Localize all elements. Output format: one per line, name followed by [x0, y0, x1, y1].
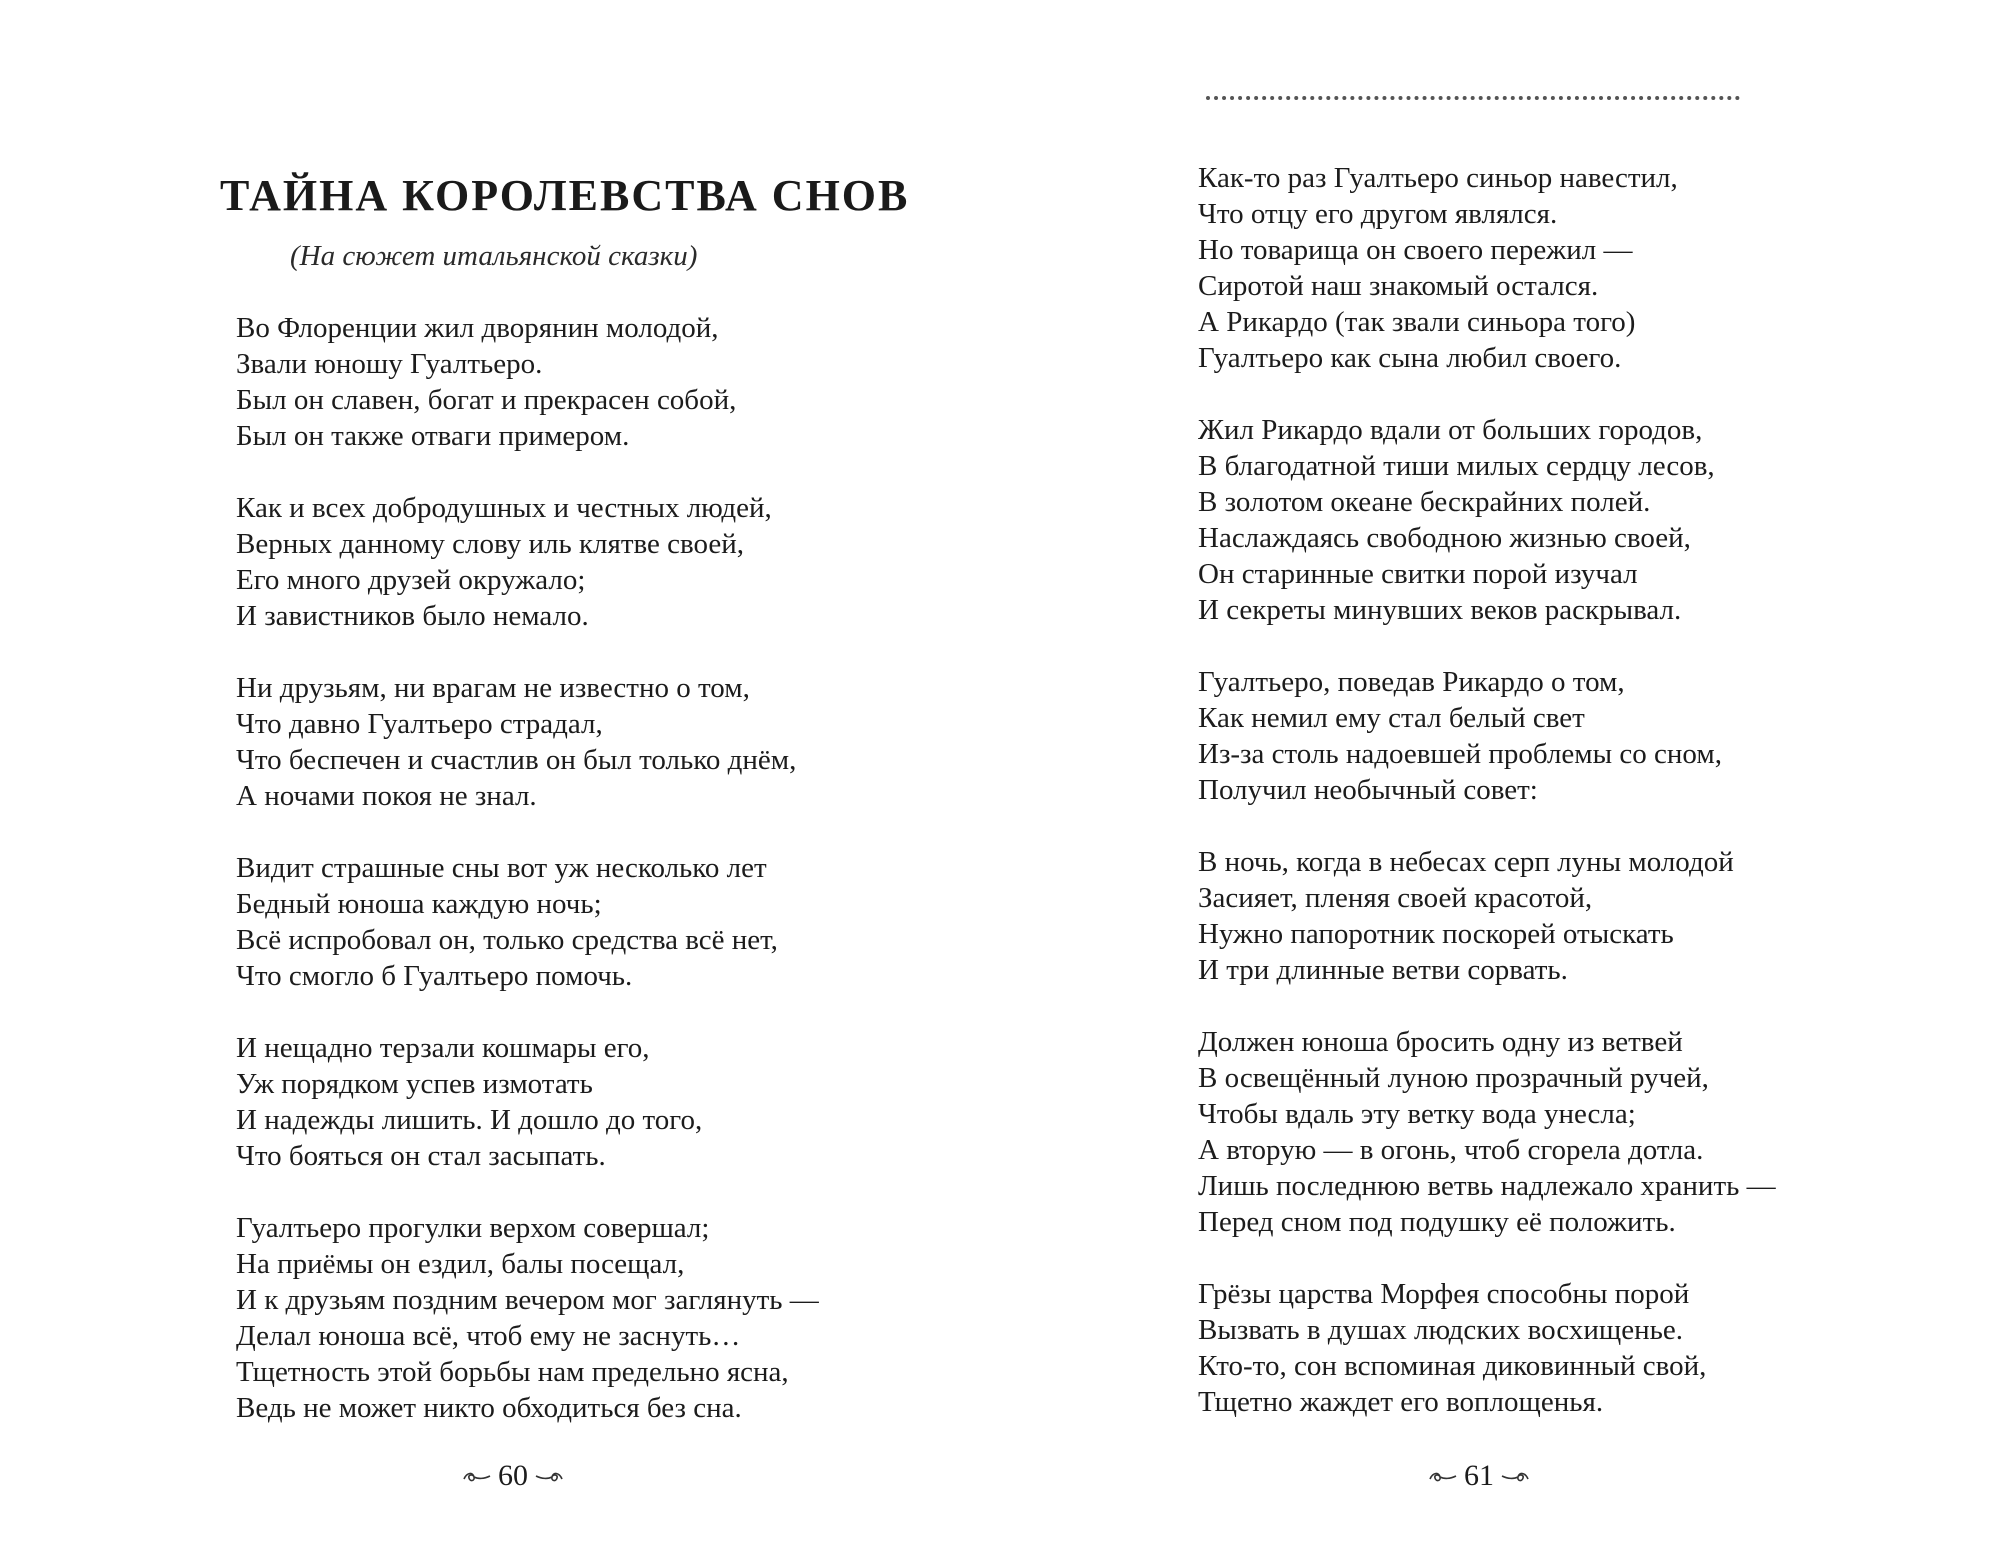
- poem-line: Ни друзьям, ни врагам не известно о том,: [236, 672, 750, 704]
- poem-line: Но товарища он своего пережил —: [1198, 234, 1633, 266]
- poem-line: Уж порядком успев измотать: [236, 1068, 593, 1100]
- poem-line: Он старинные свитки порой изучал: [1198, 558, 1638, 590]
- poem-line: Верных данному слову иль клятве своей,: [236, 528, 745, 560]
- poem-line: Бедный юноша каждую ночь;: [236, 888, 602, 920]
- left-page: [0, 0, 1002, 1566]
- stanza: [236, 1030, 819, 1174]
- poem-line: Как и всех добродушных и честных людей,: [236, 492, 772, 524]
- page-number-text: 61: [1464, 1459, 1494, 1492]
- page-number-left: [462, 1456, 564, 1496]
- poem-line: Гуалтьеро как сына любил своего.: [1198, 342, 1622, 374]
- swirl-ornament-left-icon: [462, 1468, 492, 1484]
- poem-line: Как немил ему стал белый свет: [1198, 702, 1585, 734]
- poem-line: Как-то раз Гуалтьеро синьор навестил,: [1198, 162, 1678, 194]
- page-number-right: [1428, 1456, 1530, 1496]
- poem-line: Тщетность этой борьбы нам предельно ясна,: [236, 1356, 789, 1388]
- poem-line: Что отцу его другом являлся.: [1198, 198, 1558, 230]
- stanza: [236, 490, 819, 634]
- swirl-ornament-right-icon: [534, 1468, 564, 1484]
- poem-line: Засияет, пленяя своей красотой,: [1198, 882, 1593, 914]
- stanza: [1198, 160, 1776, 376]
- poem-line: Чтобы вдаль эту ветку вода унесла;: [1198, 1098, 1636, 1130]
- poem-line: Звали юношу Гуалтьеро.: [236, 348, 543, 380]
- poem-line: Должен юноша бросить одну из ветвей: [1198, 1026, 1683, 1058]
- poem-line: Лишь последнюю ветвь надлежало хранить —: [1198, 1170, 1776, 1202]
- poem-line: И завистников было немало.: [236, 600, 589, 632]
- poem-line: В ночь, когда в небесах серп луны молодой: [1198, 846, 1734, 878]
- swirl-ornament-right-icon: [1500, 1468, 1530, 1484]
- page-number-text: 60: [498, 1459, 528, 1492]
- stanza: [236, 310, 819, 454]
- poem-line: В благодатной тиши милых сердцу лесов,: [1198, 450, 1715, 482]
- poem-line: Во Флоренции жил дворянин молодой,: [236, 312, 719, 344]
- poem-body-right: [1198, 160, 1776, 1456]
- poem-line: Нужно папоротник поскорей отыскать: [1198, 918, 1674, 950]
- poem-line: Перед сном под подушку её положить.: [1198, 1206, 1676, 1238]
- swirl-ornament-left-icon: [1428, 1468, 1458, 1484]
- poem-line: В золотом океане бескрайних полей.: [1198, 486, 1651, 518]
- poem-line: Кто-то, сон вспоминая диковинный свой,: [1198, 1350, 1707, 1382]
- poem-line: И секреты минувших веков раскрывал.: [1198, 594, 1682, 626]
- dotted-divider: [1206, 96, 1740, 100]
- poem-line: Что бояться он стал засыпать.: [236, 1140, 606, 1172]
- poem-line: Вызвать в душах людских восхищенье.: [1198, 1314, 1683, 1346]
- poem-line: Из-за столь надоевшей проблемы со сном,: [1198, 738, 1722, 770]
- poem-line: Сиротой наш знакомый остался.: [1198, 270, 1599, 302]
- poem-line: Что давно Гуалтьеро страдал,: [236, 708, 603, 740]
- poem-line: Делал юноша всё, чтоб ему не заснуть…: [236, 1320, 741, 1352]
- poem-line: Его много друзей окружало;: [236, 564, 586, 596]
- poem-line: А ночами покоя не знал.: [236, 780, 537, 812]
- poem-line: И три длинные ветви сорвать.: [1198, 954, 1568, 986]
- poem-line: И к друзьям поздним вечером мог заглянуть —: [236, 1284, 819, 1316]
- poem-line: Был он славен, богат и прекрасен собой,: [236, 384, 737, 416]
- poem-line: В освещённый луною прозрачный ручей,: [1198, 1062, 1709, 1094]
- poem-line: А Рикардо (так звали синьора того): [1198, 306, 1636, 338]
- poem-line: Гуалтьеро прогулки верхом совершал;: [236, 1212, 710, 1244]
- stanza: [1198, 1024, 1776, 1240]
- poem-line: Ведь не может никто обходиться без сна.: [236, 1392, 742, 1424]
- poem-line: Что смогло б Гуалтьеро помочь.: [236, 960, 633, 992]
- poem-line: Получил необычный совет:: [1198, 774, 1538, 806]
- poem-line: Жил Рикардо вдали от больших городов,: [1198, 414, 1703, 446]
- poem-title: ТАЙНА КОРОЛЕВСТВА СНОВ: [220, 171, 910, 220]
- poem-line: Наслаждаясь свободною жизнью своей,: [1198, 522, 1691, 554]
- right-page: [1002, 0, 2005, 1566]
- stanza: [1198, 844, 1776, 988]
- poem-line: Гуалтьеро, поведав Рикардо о том,: [1198, 666, 1625, 698]
- poem-line: А вторую — в огонь, чтоб сгорела дотла.: [1198, 1134, 1704, 1166]
- poem-line: И надежды лишить. И дошло до того,: [236, 1104, 703, 1136]
- poem-line: Был он также отваги примером.: [236, 420, 630, 452]
- stanza: [236, 850, 819, 994]
- poem-line: Видит страшные сны вот уж несколько лет: [236, 852, 767, 884]
- poem-line: На приёмы он ездил, балы посещал,: [236, 1248, 685, 1280]
- stanza: [1198, 412, 1776, 628]
- poem-body-left: [236, 310, 819, 1462]
- stanza: [1198, 664, 1776, 808]
- poem-line: Тщетно жаждет его воплощенья.: [1198, 1386, 1604, 1418]
- stanza: [1198, 1276, 1776, 1420]
- poem-line: Что беспечен и счастлив он был только днём,: [236, 744, 797, 776]
- stanza: [236, 1210, 819, 1426]
- poem-line: Всё испробовал он, только средства всё нет,: [236, 924, 778, 956]
- poem-subtitle: (На сюжет итальянской сказки): [290, 240, 698, 272]
- poem-line: Грёзы царства Морфея способны порой: [1198, 1278, 1690, 1310]
- stanza: [236, 670, 819, 814]
- poem-line: И нещадно терзали кошмары его,: [236, 1032, 650, 1064]
